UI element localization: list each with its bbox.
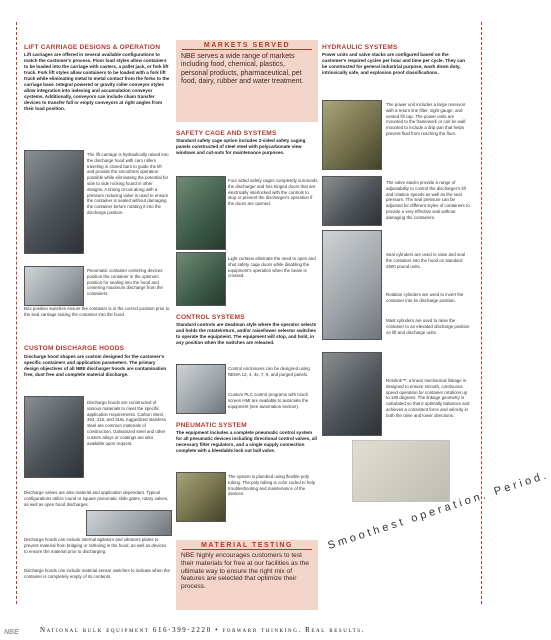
slogan: Smoothest operation. Period.: [326, 468, 551, 552]
testing-heading: MATERIAL TESTING: [201, 542, 293, 549]
lift-carriage-intro: Lift carriages are offered in several available configurations to match the customer's process. Floor load styles allow containers to be loaded into the carriage with casters, a pallet jack, or fork lift truck. Fork lift styles allow containers to be loaded with a fork lift truck while eliminating metal to metal contact from the forks to the carriage base. Integral powered or gravity roller conveyor styles allow integration into indexing and accumulation conveyor systems. Additionally, conveyors can include chain transfer devices to transfer full or empty conveyors at right angles from their load position.: [24, 52, 170, 111]
background-machine-photo: [352, 440, 450, 502]
mast-cylinders-text: Mast cylinders are used to raise the container to an elevated discharge position on lift and discharge units.: [386, 318, 470, 335]
pneumatic-heading: PNEUMATIC SYSTEM: [176, 422, 247, 429]
left-dashed-rule: [16, 22, 17, 604]
pneumatic-panel-photo: [176, 472, 226, 522]
nbe-logo: NBE: [4, 629, 19, 636]
discharge-hoods-heading: CUSTOM DISCHARGE HOODS: [24, 345, 125, 352]
pneumatic-intro: The equipment includes a complete pneumatic control system for all pneumatic devices including directional control valves, all necessary filter regulators, and a single supply connection complete with a bleedable lock out ball valve.: [176, 430, 317, 453]
seal-cylinders-text: Seal cylinders are used to raise and seal the container into the hood on standard 2500 pound units.: [386, 252, 466, 269]
power-unit-photo: [322, 100, 382, 170]
valve-stacks-text: The valve stacks provide a range of adjustability to control the discharger's lift and rotation speeds as well as the seal pressure. The seal pressure can be adjusted for different styles of containers to provide a very effective seal without damaging the containers.: [386, 180, 470, 220]
centering-text: Pneumatic container centering devices position the container in the optimum position for sealing into the hood and centering maximum discharge from the containers.: [87, 268, 163, 297]
footer-contact: National bulk equipment 616·399·2220 • forward thinking. Real results.: [40, 626, 366, 634]
lift-carriage-text: The lift carriage is hydraulically raised into the discharge hood with cam rollers traveling in closed bars to guide the lift and provide the smoothest operation possible while eliminating the potential for side to side rocking found in other designs. A timing circuit along with a pressure reducing valve is used to ensure the container is sealed without damaging the container before rotating it into the discharge position.: [87, 152, 169, 215]
agitators-text: Discharge hoods can include internal agitators and vibrators plates to prevent material from bridging or ratholing in the hood, as well as devices to ensure the material prior to discharging.: [24, 537, 167, 554]
light-curtain-photo: [176, 252, 226, 306]
light-curtains-text: Light curtains eliminate the need to open and shut safety cage doors while disabling the equipment's operation when the beam is crossed.: [228, 256, 316, 279]
control-intro: Standard controls are deadman style where the operator selects and holds the rotate/return, and/or raise/lower selector switches to operate the equipment. The equipment will stop, and hold, in any position when the switches are released.: [176, 322, 317, 345]
valve-stack-photo: [322, 176, 382, 226]
centering-device-photo: [24, 266, 84, 306]
power-unit-text: The power unit includes a large reservoir with a return line filter, sight gauge, and vented fill cap. The power units are mounted to the framework or can be wall mounted to include a drip pan that helps prevent fluid from reaching the floor.: [386, 102, 466, 136]
discharge-hoods-intro: Discharge hood shapes are custom designed for the customer's specific containers and application parameters. The primary design objectives of all NBE discharger hoods are contamination free, dust free and complete material discharge.: [24, 354, 167, 377]
testing-text: NBE highly encourages customers to test their materials for free at our facilities as the ultimate way to ensure the right mix of features are selected that optimize their process.: [181, 552, 309, 591]
sensors-text: Discharge hoods can include material sensor switches to indicate when the container is completely empty of its contents.: [24, 568, 170, 579]
rotation-cylinders-text: Rotation cylinders are used to invert the container into its discharge position.: [386, 292, 464, 303]
safety-doors-text: Four sided safety cages completely surrounds the discharger and has hinged doors that are electrically interlocked with the controls to stop or prevent the discharger's operation if the doors are opened.: [228, 178, 318, 207]
pneumatic-plumbed-text: The system is plumbed using flexible poly tubing. The poly tubing is color coded to help troubleshooting and maintenance of the devices.: [228, 474, 316, 497]
right-dashed-rule: [481, 22, 482, 604]
discharge-valves-text: Discharge valves are also material and application dependant. Typical configurations utilize round or square pneumatic slide gates, rotary valves, as well as open hood discharges.: [24, 490, 169, 507]
footer: [0, 618, 494, 640]
hydraulic-intro: Power units and valve stacks are configured based on the customer's required cycles per hour and time per cycle. They can be constructed for general industrial purpose, wash down duty, intrinsically safe, and explosion proof classifications.: [322, 52, 466, 75]
control-enclosure-photo: [176, 364, 226, 414]
discharge-hood-photo: [24, 396, 84, 478]
cylinders-photo: [322, 230, 382, 340]
lift-carriage-photo: [24, 150, 84, 254]
hood-detail-photo: [86, 510, 172, 536]
control-enclosures-text: Control enclosures can be designed using NEMA 12, 4, 4x, 7, 9, and purged panels.: [228, 366, 310, 377]
plc-text: Custom PLC control programs with touch screen HMI are available to automate the equipment (see automation section).: [228, 392, 309, 409]
rotolink-text: Rotolink™, a linear mechanical linkage is designed to ensure smooth, continuous speed operation for container rotations up to 180 degrees. The linkage geometry is calculated so that it optimally balances and achieves a consistent force and velocity in both the raise and lower directions.: [386, 378, 470, 418]
safety-heading: SAFETY CAGE AND SYSTEMS: [176, 130, 277, 137]
safety-cage-photo: [176, 176, 226, 250]
box-position-text: Box position switches ensure the container is in the correct position prior to the seal carriage raising the container into the hood.: [24, 306, 170, 317]
lift-carriage-heading: LIFT CARRIAGE DESIGNS & OPERATION: [24, 44, 161, 51]
markets-text: NBE serves a wide range of markets including food, chemical, plastics, personal products, pharmaceutical, pet food, dairy, rubber and water treatment.: [181, 53, 304, 86]
rotolink-photo: [322, 352, 382, 436]
testing-banner: [176, 540, 318, 610]
hydraulic-heading: HYDRAULIC SYSTEMS: [322, 44, 398, 51]
safety-intro: Standard safety cage option includes 2-sided safety caging panels constructed of steel steel with polycarbonate view windows and cut-outs for maintenance purposes.: [176, 138, 306, 155]
control-heading: CONTROL SYSTEMS: [176, 314, 245, 321]
markets-heading: MARKETS SERVED: [203, 42, 291, 49]
markets-banner: [176, 40, 318, 122]
hood-materials-text: Discharge hoods are constructed of various materials to meet the specific application requirements. Carbon Steel, 304, 316, and 316L ruggedized stainless steel are common materials of construction. Galvanized steel and other custom alloys or coatings are also available upon request.: [87, 400, 166, 446]
